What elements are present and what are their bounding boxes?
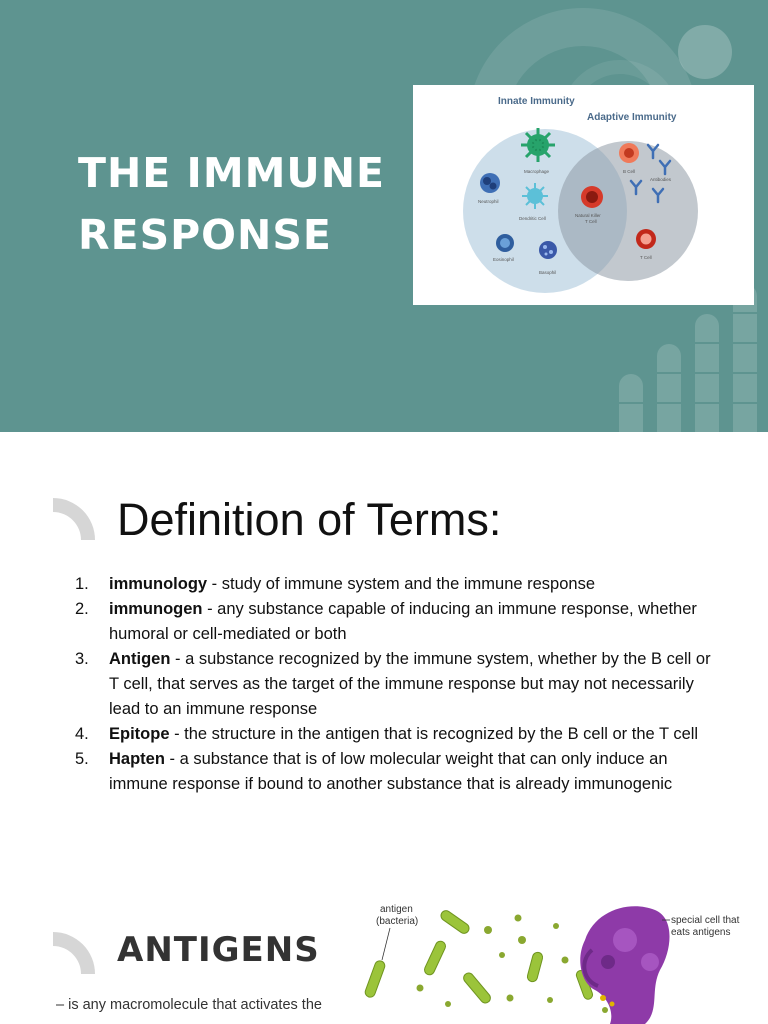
section-heading: Definition of Terms:: [117, 494, 502, 545]
eosinophil-icon: [496, 234, 514, 252]
slide-title: [78, 142, 385, 266]
title-line-1: THE IMMUNE: [78, 149, 386, 197]
quarter-circle-decoration: [53, 932, 95, 974]
term-definition: - study of immune system and the immune response: [207, 575, 596, 593]
nk-label-line1: Natural Killer: [575, 213, 601, 218]
item-number: 3.: [75, 650, 89, 668]
phagocyte-cell-icon: [580, 906, 669, 1024]
list-item: [68, 747, 718, 797]
item-number: 5.: [75, 750, 89, 768]
adaptive-immunity-label: Adaptive Immunity: [587, 112, 677, 123]
b-cell-label: B Cell: [623, 169, 636, 174]
decorative-circle: [678, 25, 732, 79]
item-number: 2.: [75, 600, 89, 618]
decorative-bar: [657, 344, 681, 432]
antigen-illustration: [360, 900, 768, 1024]
term-definition: - any substance capable of inducing an immune response, whether humoral or cell-mediated or both: [109, 600, 697, 643]
term-name: Hapten: [109, 750, 165, 768]
eosinophil-label: Eosinophil: [493, 257, 514, 262]
innate-immunity-label: Innate Immunity: [498, 96, 575, 107]
antigens-heading: ANTIGENS: [117, 930, 320, 970]
basophil-label: Basophil: [539, 270, 557, 275]
term-name: immunology: [109, 575, 208, 593]
antigen-pointer-line: [382, 928, 390, 960]
item-number: 1.: [75, 575, 89, 593]
term-name: Antigen: [109, 650, 171, 668]
list-item: [68, 722, 718, 747]
macrophage-label: Macrophage: [524, 169, 550, 174]
quarter-circle-decoration: [53, 498, 95, 540]
neutrophil-icon: [480, 173, 500, 193]
definition-list: [68, 572, 718, 797]
decorative-bar: [733, 284, 757, 432]
term-definition: - the structure in the antigen that is recognized by the B cell or the T cell: [169, 725, 699, 743]
term-definition: - a substance recognized by the immune system, whether by the B cell or T cell, that serves as the target of the immune response but may not necessarily lead to an immune response: [109, 650, 711, 718]
nk-label-line2: T Cell: [585, 219, 597, 224]
t-cell-icon: [636, 229, 656, 249]
list-item: [68, 597, 718, 647]
basophil-icon: [539, 241, 557, 259]
term-definition: - a substance that is of low molecular weight that can only induce an immune response if bound to another substance that is already immunogenic: [109, 750, 673, 793]
item-number: 4.: [75, 725, 89, 743]
list-item: [68, 572, 718, 597]
antibodies-label: Antibodies: [650, 177, 672, 182]
phagocyte-label-line2: eats antigens: [671, 927, 731, 938]
natural-killer-cell-icon: [581, 186, 603, 208]
definitions-slide: [0, 432, 768, 1024]
t-cell-label: T Cell: [640, 255, 652, 260]
dendritic-cell-label: Dendritic Cell: [519, 216, 546, 221]
title-line-2: RESPONSE: [78, 211, 332, 259]
b-cell-icon: [619, 143, 639, 163]
title-slide: [0, 0, 768, 432]
phagocyte-label-line1: special cell that: [671, 915, 740, 926]
antigen-label-line1: antigen: [380, 904, 413, 915]
decorative-bar: [695, 314, 719, 432]
term-name: Epitope: [109, 725, 170, 743]
term-name: immunogen: [109, 600, 203, 618]
macrophage-icon: [521, 128, 555, 162]
decorative-bar: [619, 374, 643, 432]
immunity-venn-diagram: [413, 85, 754, 305]
neutrophil-label: Neutrophil: [478, 199, 499, 204]
list-item: [68, 647, 718, 722]
antigens-definition: – is any macromolecule that activates the: [56, 997, 322, 1013]
venn-svg: [413, 85, 754, 305]
antigen-label-line2: (bacteria): [376, 916, 419, 927]
